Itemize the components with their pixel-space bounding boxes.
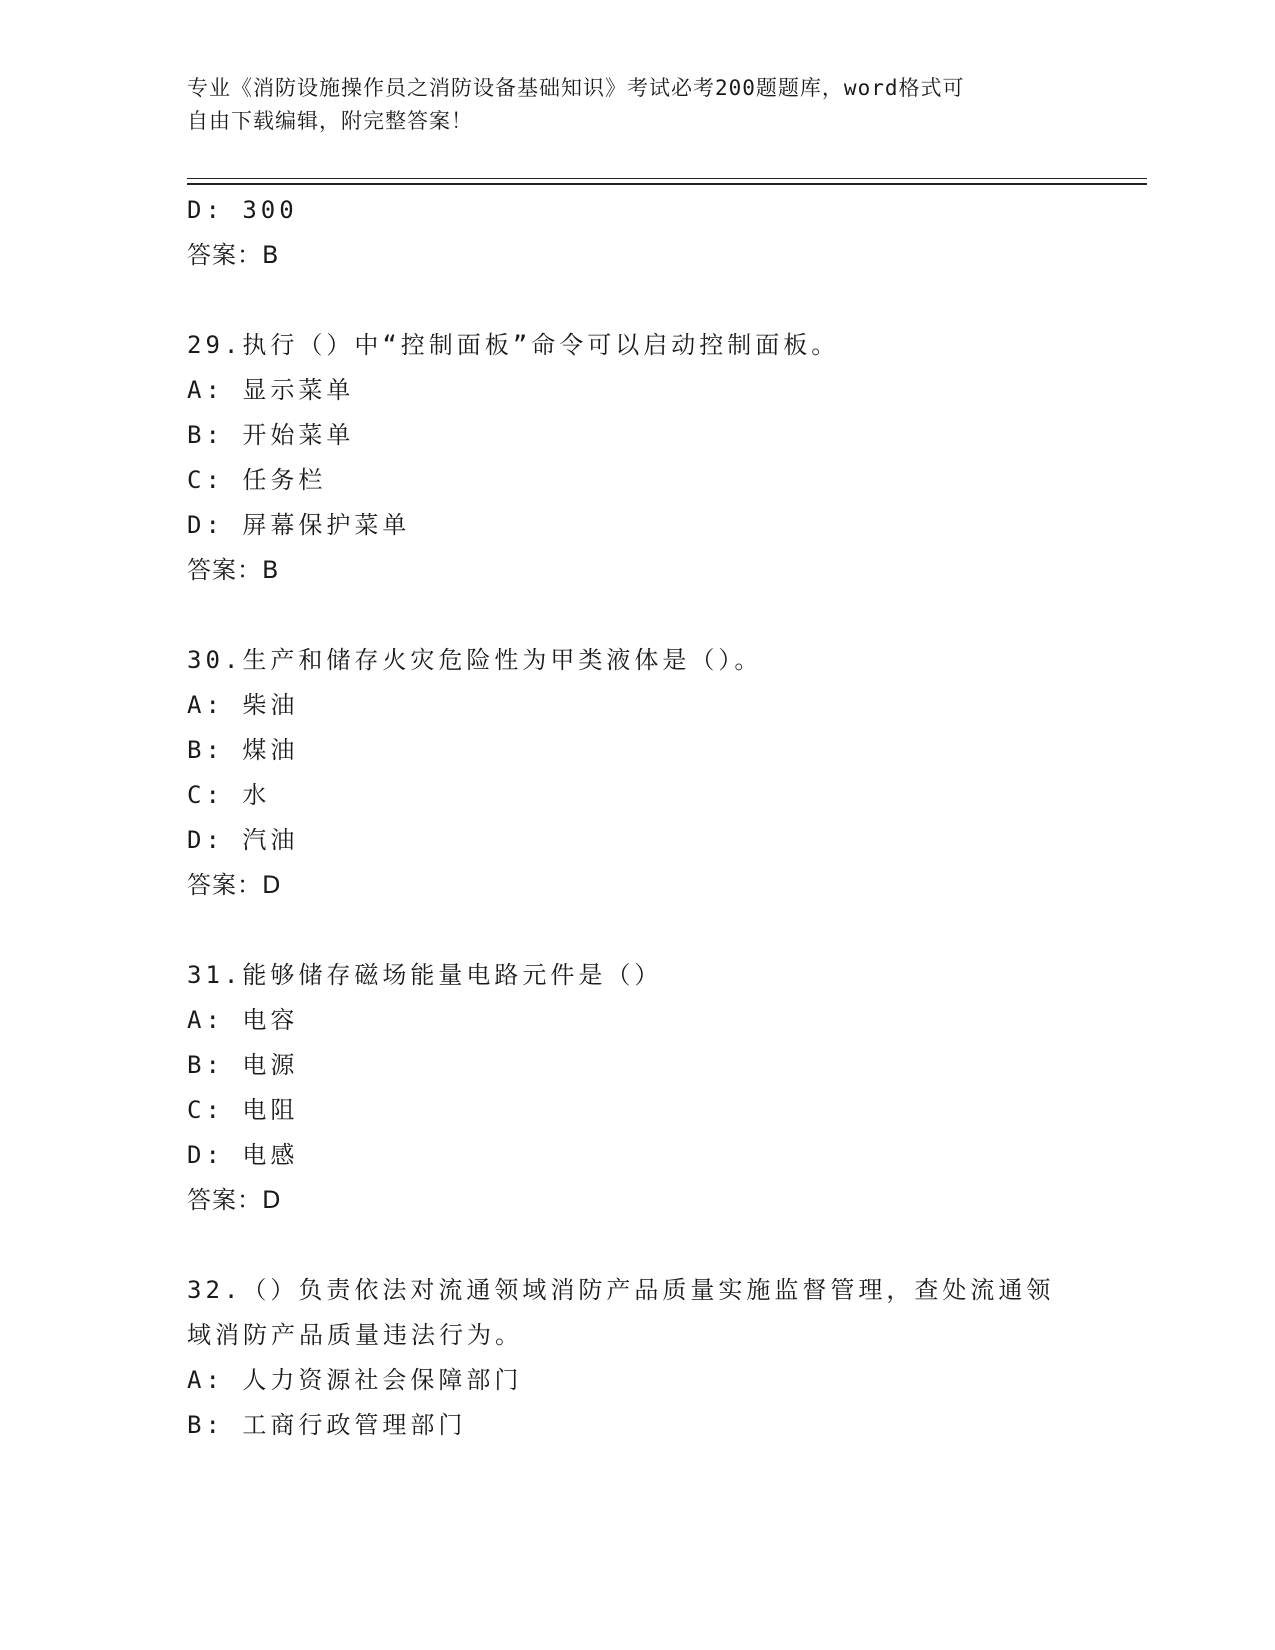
q30-option-d: D: 汽油 [187, 826, 299, 854]
header-line-1: 专业《消防设施操作员之消防设备基础知识》考试必考200题题库，word格式可 [187, 76, 965, 100]
q31-option-c: C: 电阻 [187, 1096, 299, 1124]
q29-stem: 29.执行（）中“控制面板”命令可以启动控制面板。 [187, 331, 840, 359]
q32-stem-line-1: 32.（）负责依法对流通领域消防产品质量实施监督管理，查处流通领 [187, 1276, 1055, 1304]
header-divider-thin [187, 178, 1147, 179]
q32-stem-line-2: 域消防产品质量违法行为。 [187, 1321, 523, 1349]
q30-stem: 30.生产和储存火灾危险性为甲类液体是（）。 [187, 646, 763, 674]
header-divider-thick [187, 183, 1147, 185]
q31-option-b: B: 电源 [187, 1051, 299, 1079]
q30-option-b: B: 煤油 [187, 736, 299, 764]
q29-option-a: A: 显示菜单 [187, 376, 355, 404]
document-header [187, 72, 1087, 138]
q31-option-d: D: 电感 [187, 1141, 299, 1169]
q31-option-a: A: 电容 [187, 1006, 299, 1034]
q29-option-b: B: 开始菜单 [187, 421, 355, 449]
q29-option-d: D: 屏幕保护菜单 [187, 511, 411, 539]
q30-answer: 答案：D [187, 871, 282, 899]
q32-option-a: A: 人力资源社会保障部门 [187, 1366, 523, 1394]
header-line-2: 自由下载编辑，附完整答案！ [187, 109, 473, 133]
q32-option-b: B: 工商行政管理部门 [187, 1411, 467, 1439]
q29-option-c: C: 任务栏 [187, 466, 327, 494]
q31-answer: 答案：D [187, 1186, 282, 1214]
q30-option-c: C: 水 [187, 781, 271, 809]
q28-answer: 答案：B [187, 241, 280, 269]
q28-option-d: D: 300 [187, 196, 298, 224]
q29-answer: 答案：B [187, 556, 280, 584]
q30-option-a: A: 柴油 [187, 691, 299, 719]
q31-stem: 31.能够储存磁场能量电路元件是（） [187, 961, 663, 989]
